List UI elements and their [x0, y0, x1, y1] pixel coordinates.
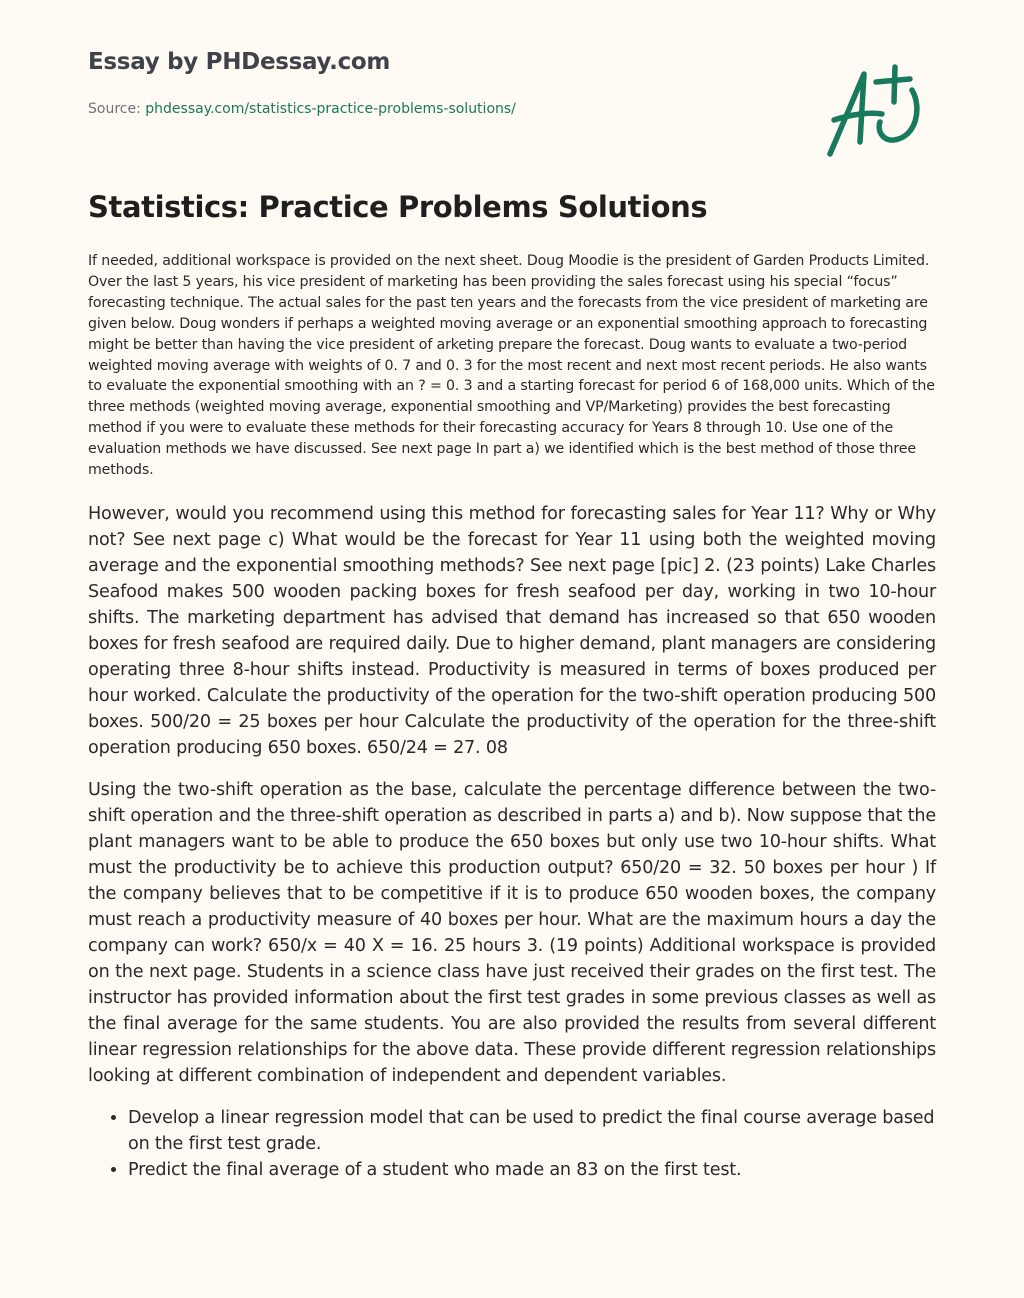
page-header	[0, 0, 1024, 170]
intro-paragraph: If needed, additional workspace is provided on the next sheet. Doug Moodie is the president of Garden Products Limited. Over the last 5 years, his vice president of marketing has been providing the sales forecast using his special “focus” forecasting technique. The actual sales for the past ten years and the forecasts from the vice president of marketing are given below. Doug wonders if perhaps a weighted moving average or an exponential smoothing approach to forecasting might be better than having the vice president of arketing prepare the forecast. Doug wants to evaluate a two-period weighted moving average with weights of 0. 7 and 0. 3 for the most recent and next most recent periods. He also wants to evaluate the exponential smoothing with an ? = 0. 3 and a starting forecast for period 6 of 168,000 units. Which of the three methods (weighted moving average, exponential smoothing and VP/Marketing) provides the best forecasting method if you were to evaluate these methods for their forecasting accuracy for Years 8 through 10. Use one of the evaluation methods we have discussed. See next page In part a) we identified which is the best method of those three methods.	[88, 253, 935, 479]
task-list-item: • Predict the final average of a student who made an 83 on the first test.	[128, 1157, 936, 1183]
a-plus-grade-icon	[822, 62, 932, 162]
site-brand: Essay by PHDessay.com	[88, 49, 391, 75]
source-line	[88, 101, 516, 117]
source-label: Source:	[88, 101, 141, 117]
body-paragraph: Using the two-shift operation as the base, calculate the percentage difference between the two-shift operation and the three-shift operation as described in parts a) and b). Now suppose that the plant managers want to be able to produce the 650 boxes but only use two 10-hour shifts. What must the productivity be to achieve this production output? 650/20 = 32. 50 boxes per hour ) If the company believes that to be competitive if it is to produce 650 wooden boxes, the company must reach a productivity measure of 40 boxes per hour. What are the maximum hours a day the company can work? 650/x = 40 X = 16. 25 hours 3. (19 points) Additional workspace is provided on the next page. Students in a science class have just received their grades on the first test. The instructor has provided information about the first test grades in some previous classes as well as the final average for the same students. You are also provided the results from several different linear regression relationships for the above data. These provide different regression relationships looking at different combination of independent and dependent variables.	[88, 779, 936, 1086]
article-body	[88, 251, 936, 1183]
task-list-item: • Develop a linear regression model that can be used to predict the final course average based on the first test grade.	[128, 1105, 936, 1157]
article-title: Statistics: Practice Problems Solutions	[88, 190, 708, 224]
body-paragraph: However, would you recommend using this method for forecasting sales for Year 11? Why or Why not? See next page c) What would be the forecast for Year 11 using both the weighted moving average and the exponential smoothing methods? See next page [pic] 2. (23 points) Lake Charles Seafood makes 500 wooden packing boxes for fresh seafood per day, working in two 10-hour shifts. The marketing department has advised that demand has increased so that 650 wooden boxes for fresh seafood are required daily. Due to higher demand, plant managers are considering operating three 8-hour shifts instead. Productivity is measured in terms of boxes produced per hour worked. Calculate the productivity of the operation for the two-shift operation producing 500 boxes. 500/20 = 25 boxes per hour Calculate the productivity of the operation for the three-shift operation producing 650 boxes. 650/24 = 27. 08	[88, 503, 936, 758]
source-link[interactable]: phdessay.com/statistics-practice-problems-solutions/	[145, 101, 516, 117]
task-list	[88, 1105, 936, 1183]
